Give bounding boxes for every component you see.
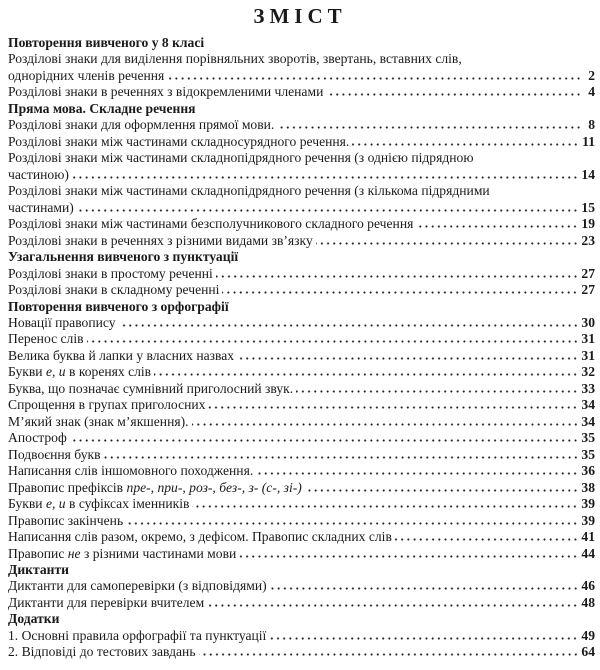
dot-leader	[199, 653, 579, 656]
entry-text: Розділові знаки в складному реченні	[8, 282, 220, 298]
dot-leader	[216, 275, 579, 278]
entry-text-part: з різними частинами мови	[80, 545, 237, 561]
entry-text: Правопис закінчень	[8, 512, 124, 528]
page-number: 48	[581, 594, 595, 610]
dot-leader	[192, 505, 578, 508]
page-number: 19	[581, 216, 595, 232]
section-heading: Додатки	[8, 611, 60, 627]
entry-text: Подвоєння букв	[8, 446, 101, 462]
dot-leader	[104, 456, 579, 459]
toc-entry[interactable]	[8, 381, 595, 397]
dot-leader	[305, 489, 579, 492]
page-number: 32	[581, 364, 595, 380]
entry-text: Розділові знаки між частинами складнопідрядного речення (з однією підрядною	[8, 150, 474, 166]
dot-leader	[416, 225, 578, 228]
toc-entry[interactable]	[8, 529, 595, 545]
entry-text: Розділові знаки в реченнях з різними видами зв’язку	[8, 232, 313, 248]
entry-text: 2. Відповіді до тестових завдань	[8, 644, 196, 660]
page-number: 44	[581, 545, 595, 561]
dot-leader	[154, 373, 578, 376]
page-number: 31	[581, 347, 595, 363]
toc-entry[interactable]	[8, 266, 595, 282]
page-number: 36	[581, 463, 595, 479]
toc-entry[interactable]	[8, 117, 595, 133]
dot-leader	[126, 522, 578, 525]
toc-entry[interactable]	[8, 183, 595, 199]
toc-entry[interactable]	[8, 282, 595, 298]
entry-text: Написання слів іншомовного походження.	[8, 463, 254, 479]
toc-entry[interactable]	[8, 331, 595, 347]
toc-entry[interactable]	[8, 68, 595, 84]
page-number: 46	[581, 578, 595, 594]
entry-text	[8, 546, 236, 562]
dot-leader	[352, 143, 579, 146]
dot-leader	[77, 209, 579, 212]
table-of-contents	[8, 35, 595, 661]
page-number: 14	[581, 166, 595, 182]
page-title: ЗМІСТ	[253, 4, 347, 28]
page-number: 27	[581, 265, 595, 281]
toc-entry[interactable]	[8, 578, 595, 594]
page-number: 41	[581, 529, 595, 545]
dot-leader	[119, 324, 579, 327]
toc-entry[interactable]	[8, 397, 595, 413]
dot-leader	[256, 472, 578, 475]
toc-entry[interactable]	[8, 430, 595, 446]
toc-entry[interactable]	[8, 496, 595, 512]
entry-text: частиною)	[8, 166, 69, 182]
entry-text	[8, 480, 302, 496]
entry-text: Написання слів разом, окремо, з дефісом. Правопис складних слів	[8, 529, 392, 545]
entry-text: Велика буква й лапки у власних назвах	[8, 347, 235, 363]
dot-leader	[237, 357, 578, 360]
dot-leader	[239, 555, 578, 558]
section-heading: Пряма мова. Складне речення	[8, 100, 196, 116]
dot-leader	[296, 390, 578, 393]
page-number: 15	[581, 199, 595, 215]
entry-text: Розділові знаки в реченнях з відокремленими членами	[8, 84, 324, 100]
dot-leader	[316, 242, 579, 245]
page-number: 35	[581, 446, 595, 462]
entry-text: Розділові знаки між частинами безсполучникового складного речення	[8, 216, 414, 232]
toc-entry[interactable]	[8, 414, 595, 430]
section-heading: Повторення вивченого з орфографії	[8, 298, 229, 314]
entry-text: Диктанти для самоперевірки (з відповідями)	[8, 578, 267, 594]
toc-entry[interactable]	[8, 84, 595, 100]
entry-text: Спрощення в групах приголосних	[8, 397, 206, 413]
dot-leader	[87, 340, 579, 343]
entry-text-part: в суфіксах іменників	[65, 496, 190, 512]
page-number: 39	[581, 512, 595, 528]
toc-entry[interactable]	[8, 628, 595, 644]
toc-entry[interactable]	[8, 595, 595, 611]
entry-text: Розділові знаки між частинами складнопідрядного речення (з кількома підрядними	[8, 183, 490, 199]
page-number: 49	[581, 627, 595, 643]
toc-entry[interactable]	[8, 134, 595, 150]
toc-entry[interactable]	[8, 150, 595, 166]
page-number: 64	[581, 644, 595, 660]
entry-text: частинами)	[8, 199, 74, 215]
page-number: 2	[588, 67, 595, 83]
page-number: 38	[581, 479, 595, 495]
page-number: 34	[581, 397, 595, 413]
page-number: 4	[588, 84, 595, 100]
entry-text: Буква, що позначає сумнівний приголосний звук.	[8, 380, 294, 396]
dot-leader	[72, 176, 579, 179]
dot-leader	[269, 637, 578, 640]
toc-entry[interactable]	[8, 51, 595, 67]
toc-entry[interactable]	[8, 447, 595, 463]
entry-text-italic: не	[67, 545, 81, 561]
toc-entry[interactable]	[8, 348, 595, 364]
entry-text: Розділові знаки в простому реченні	[8, 265, 213, 281]
dot-leader	[208, 406, 578, 409]
page-number: 27	[581, 282, 595, 298]
dot-leader	[395, 538, 579, 541]
page-number: 39	[581, 496, 595, 512]
entry-text-italic: пре-, при-, роз-, без-, з- (с-, зі-)	[126, 479, 302, 495]
dot-leader	[192, 423, 579, 426]
dot-leader	[207, 604, 578, 607]
entry-text	[8, 496, 189, 512]
entry-text: Диктанти для перевірки вчителем	[8, 594, 205, 610]
page-number: 33	[581, 380, 595, 396]
entry-text: Розділові знаки між частинами складносурядного речення.	[8, 133, 350, 149]
entry-text-part: Правопис	[8, 545, 68, 561]
entry-text: Розділові знаки для оформлення прямої мови.	[8, 117, 275, 133]
toc-entry[interactable]	[8, 315, 595, 331]
page-number: 11	[582, 133, 595, 149]
entry-text	[8, 364, 151, 380]
dot-leader	[277, 126, 582, 129]
entry-text-italic: е, и	[45, 496, 66, 512]
dot-leader	[70, 439, 579, 442]
toc-entry[interactable]	[8, 513, 595, 529]
section-heading: Диктанти	[8, 562, 69, 577]
toc-entry[interactable]	[8, 200, 595, 216]
toc-entry[interactable]	[8, 364, 595, 380]
entry-text-part: Букви	[8, 496, 46, 512]
entry-text-part: Букви	[8, 364, 46, 380]
entry-text: Перенос слів	[8, 331, 84, 347]
toc-entry[interactable]	[8, 480, 595, 496]
page-number: 34	[581, 413, 595, 429]
entry-text-italic: е, и	[45, 364, 66, 380]
entry-text: Апостроф	[8, 430, 67, 446]
toc-entry[interactable]	[8, 644, 595, 660]
entry-text: М’який знак (знак м’якшення).	[8, 413, 189, 429]
dot-leader	[270, 587, 579, 590]
dot-leader	[222, 291, 578, 294]
toc-entry[interactable]	[8, 546, 595, 562]
dot-leader	[326, 93, 582, 96]
entry-text-part: в коренях слів	[65, 364, 152, 380]
page-number: 35	[581, 430, 595, 446]
section-heading: Узагальнення вивченого з пунктуації	[8, 249, 239, 265]
entry-text: 1. Основні правила орфографії та пунктуації	[8, 627, 267, 643]
toc-entry[interactable]	[8, 216, 595, 232]
page-number: 23	[581, 232, 595, 248]
toc-entry[interactable]	[8, 233, 595, 249]
toc-entry[interactable]	[8, 463, 595, 479]
page-number: 30	[581, 314, 595, 330]
entry-text-part: Правопис префіксів	[8, 479, 127, 495]
toc-entry[interactable]	[8, 167, 595, 183]
entry-text: однорідних членів речення	[8, 67, 165, 83]
dot-leader	[167, 77, 582, 80]
entry-text: Новації правопису	[8, 314, 116, 330]
section-heading: Повторення вивченого у 8 класі	[8, 35, 205, 50]
page-number: 8	[588, 117, 595, 133]
page-number: 31	[581, 331, 595, 347]
entry-text: Розділові знаки для виділення порівняльних зворотів, звертань, вставних слів,	[8, 51, 462, 67]
